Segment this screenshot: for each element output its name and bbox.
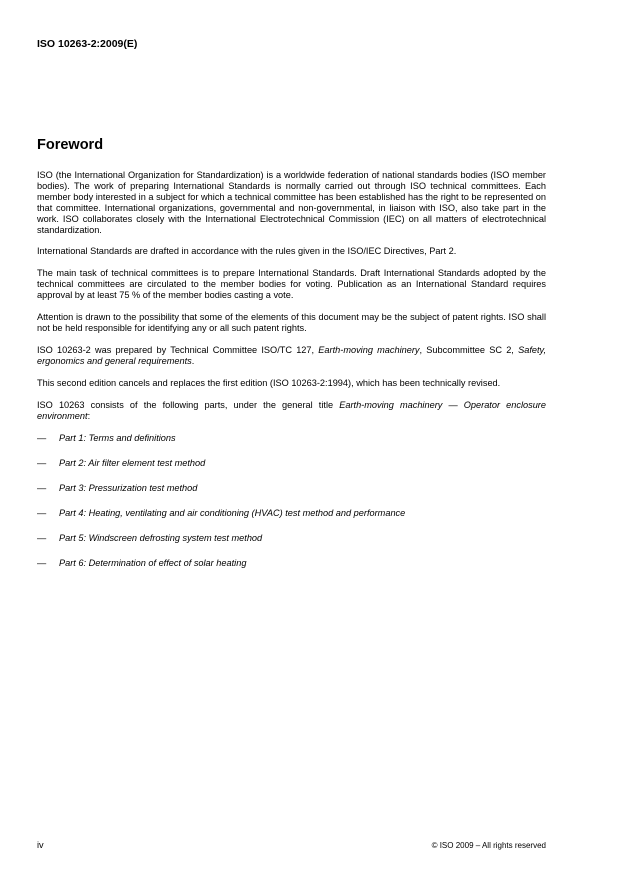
part-title: Part 6: Determination of effect of solar heating bbox=[59, 558, 247, 569]
paragraph-committee-task: The main task of technical committees is to prepare International Standards. Draft International Standards adopted by the technical committees are circulated to the member bodies for voting. Publication as an International Standard requires approval by at least 75 % of the member bodies casting a vote. bbox=[37, 268, 546, 301]
prepared-by-text-1: ISO 10263-2 was prepared by Technical Committee ISO/TC 127, bbox=[37, 344, 319, 355]
list-dash: — bbox=[37, 458, 47, 469]
paragraph-edition: This second edition cancels and replaces the first edition (ISO 10263-2:1994), which has been technically revised. bbox=[37, 377, 501, 388]
copyright-notice: © ISO 2009 – All rights reserved bbox=[431, 841, 546, 850]
foreword-body bbox=[37, 170, 546, 583]
paragraph-parts-intro bbox=[37, 400, 546, 422]
part-title: Part 4: Heating, ventilating and air conditioning (HVAC) test method and performance bbox=[59, 508, 406, 519]
part-title: Part 5: Windscreen defrosting system test method bbox=[59, 533, 263, 544]
page-number: iv bbox=[37, 840, 44, 850]
parts-intro-text: ISO 10263 consists of the following parts, under the general title bbox=[37, 399, 340, 410]
list-item bbox=[37, 558, 546, 569]
paragraph-iso-federation: ISO (the International Organization for Standardization) is a worldwide federation of national standards bodies (ISO member bodies). The work of preparing International Standards is normally carried out through ISO technical committees. Each member body interested in a subject for which a technical committee has been established has the right to be represented on that committee. International organizations, governmental and non-governmental, in liaison with ISO, also take part in the work. ISO collaborates closely with the International Electrotechnical Commission (IEC) on all matters of electrotechnical standardization. bbox=[37, 170, 546, 235]
list-dash: — bbox=[37, 508, 47, 519]
list-item bbox=[37, 483, 546, 494]
paragraph-prepared-by bbox=[37, 345, 546, 367]
part-title: Part 2: Air filter element test method bbox=[59, 458, 206, 469]
paragraph-patent-rights: Attention is drawn to the possibility that some of the elements of this document may be the subject of patent rights. ISO shall not be held responsible for identifying any or all such patent rights. bbox=[37, 312, 546, 333]
prepared-by-text-3: . bbox=[191, 355, 195, 366]
paragraph-directives: International Standards are drafted in accordance with the rules given in the ISO/IEC Directives, Part 2. bbox=[37, 246, 457, 257]
parts-list bbox=[37, 433, 546, 569]
list-dash: — bbox=[37, 558, 47, 569]
list-item bbox=[37, 533, 546, 544]
page-title: Foreword bbox=[37, 137, 104, 153]
subcommittee-title: Safety, ergonomics and general requirements bbox=[37, 344, 546, 366]
committee-title: Earth-moving machinery bbox=[318, 344, 420, 355]
part-title: Part 3: Pressurization test method bbox=[59, 483, 198, 494]
list-dash: — bbox=[37, 483, 47, 494]
general-title: Earth-moving machinery — Operator enclosure environment bbox=[37, 399, 546, 421]
prepared-by-text-2: , Subcommittee SC 2, bbox=[419, 344, 519, 355]
list-item bbox=[37, 508, 546, 519]
list-dash: — bbox=[37, 533, 47, 544]
list-dash: — bbox=[37, 433, 47, 444]
part-title: Part 1: Terms and definitions bbox=[59, 433, 176, 444]
list-item bbox=[37, 458, 546, 469]
list-item bbox=[37, 433, 546, 444]
parts-intro-colon: : bbox=[87, 410, 91, 421]
document-id-header: ISO 10263-2:2009(E) bbox=[37, 38, 138, 50]
